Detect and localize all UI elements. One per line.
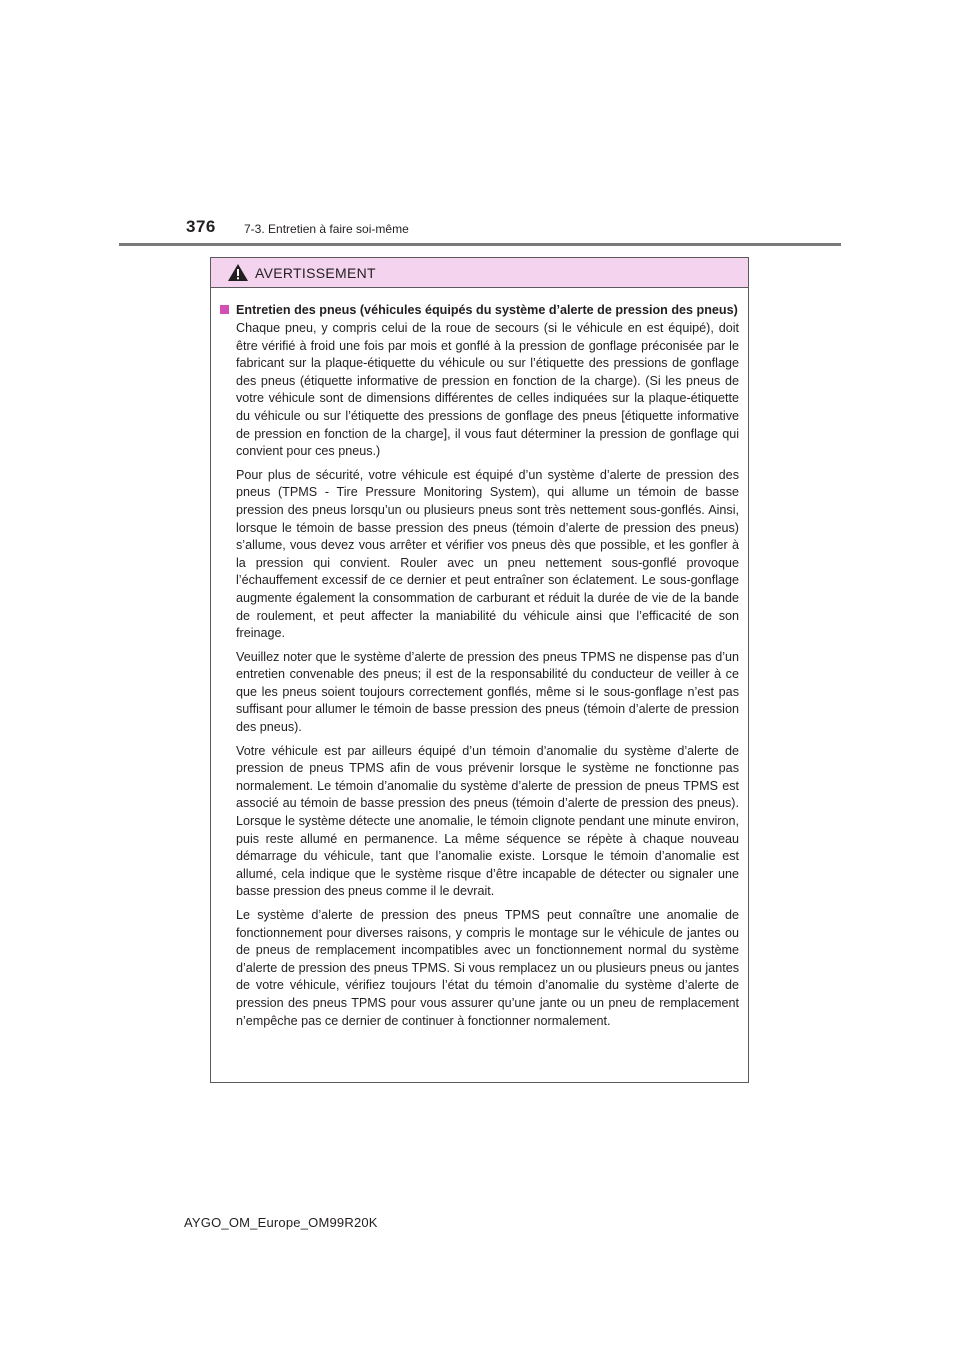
paragraph: Veuillez noter que le système d’alerte de pression des pneus TPMS ne dispense pas d’un entretien convenable des pneus; il est de la responsabilité du conducteur de veiller à ce que les pneus soient toujours correctement gonflés, même si le sous-gonflage n’est pas suffisant pour allumer le témoin de basse pression des pneus (témoin d’alerte de pression des pneus). — [236, 649, 739, 735]
warning-box — [210, 257, 749, 1083]
paragraph: Pour plus de sécurité, votre véhicule est équipé d’un système d’alerte de pression des pneus (TPMS - Tire Pressure Monitoring System), qui allume un témoin de basse pression des pneus lorsqu’un ou plusieurs pneus sont très nettement sous-gonflés. Ainsi, lorsque le témoin de basse pression des pneus (témoin d’alerte de pression des pneus) s’allume, vous devez vous arrêter et vérifier vos pneus dès que possible, et les gonfler à la pression qui convient. Rouler avec un pneu nettement sous-gonflé provoque l’échauffement excessif de ce dernier et peut entraîner son éclatement. Le sous-gonflage augmente également la consommation de carburant et réduit la durée de vie de la bande de roulement, et peut affecter la maniabilité du véhicule ainsi que l’efficacité de son freinage. — [236, 467, 739, 641]
square-bullet-icon — [220, 305, 229, 314]
topic-heading — [218, 301, 739, 319]
warning-triangle-icon — [227, 263, 249, 282]
document-code: AYGO_OM_Europe_OM99R20K — [184, 1215, 378, 1230]
paragraph: Le système d’alerte de pression des pneus TPMS peut connaître une anomalie de fonctionnement pour diverses raisons, y compris le montage sur le véhicule de jantes ou de pneus de remplacement incompatibles avec un fonctionnement normal du système d’alerte de pression des pneus TPMS. Si vous remplacez un ou plusieurs pneus ou jantes de votre véhicule, vérifiez toujours l’état du témoin d’anomalie du système d’alerte de pression des pneus TPMS pour vous assurer qu’une jante ou un pneu de remplacement n’empêche pas ce dernier de continuer à fonctionner normalement. — [236, 908, 739, 1028]
warning-content — [211, 288, 748, 1030]
paragraph: Votre véhicule est par ailleurs équipé d’un témoin d’anomalie du système d’alerte de pression de pneus TPMS afin de vous prévenir lorsque le système ne fonctionne pas normalement. Le témoin d’anomalie du système d’alerte de pression de pneus TPMS est associé au témoin de basse pression des pneus (témoin d’alerte de pression des pneus). Lorsque le système détecte une anomalie, le témoin clignote pendant une minute environ, puis reste allumé en permanence. La même séquence se répète à chaque nouveau démarrage du véhicule, tant que l’anomalie existe. Lorsque le témoin d’anomalie est allumé, cela indique que le système risque d’être incapable de détecter ou signaler une basse pression des pneus comme il le devrait. — [236, 743, 739, 899]
section-title: 7-3. Entretien à faire soi-même — [244, 222, 409, 236]
header-divider — [119, 243, 841, 246]
topic-heading-text: Entretien des pneus (véhicules équipés du système d’alerte de pression des pneus) — [236, 303, 738, 317]
paragraph: Chaque pneu, y compris celui de la roue de secours (si le véhicule en est équipé), doit être vérifié à froid une fois par mois et gonflé à la pression de gonflage préconisée par le fabricant sur la plaque-étiquette du véhicule ou sur l’étiquette des pressions de gonflage des pneus (étiquette informative de pression en fonction de la charge). (Si les pneus de votre véhicule sont de dimensions différentes de celles indiquées sur la plaque-étiquette du véhicule ou sur l’étiquette des pressions de gonflage des pneus [étiquette informative de pression en fonction de la charge], il vous faut déterminer la pression de gonflage qui convient pour ces pneus.) — [236, 321, 739, 459]
warning-header — [211, 258, 748, 288]
warning-title: AVERTISSEMENT — [255, 265, 376, 281]
page-number: 376 — [186, 217, 216, 236]
